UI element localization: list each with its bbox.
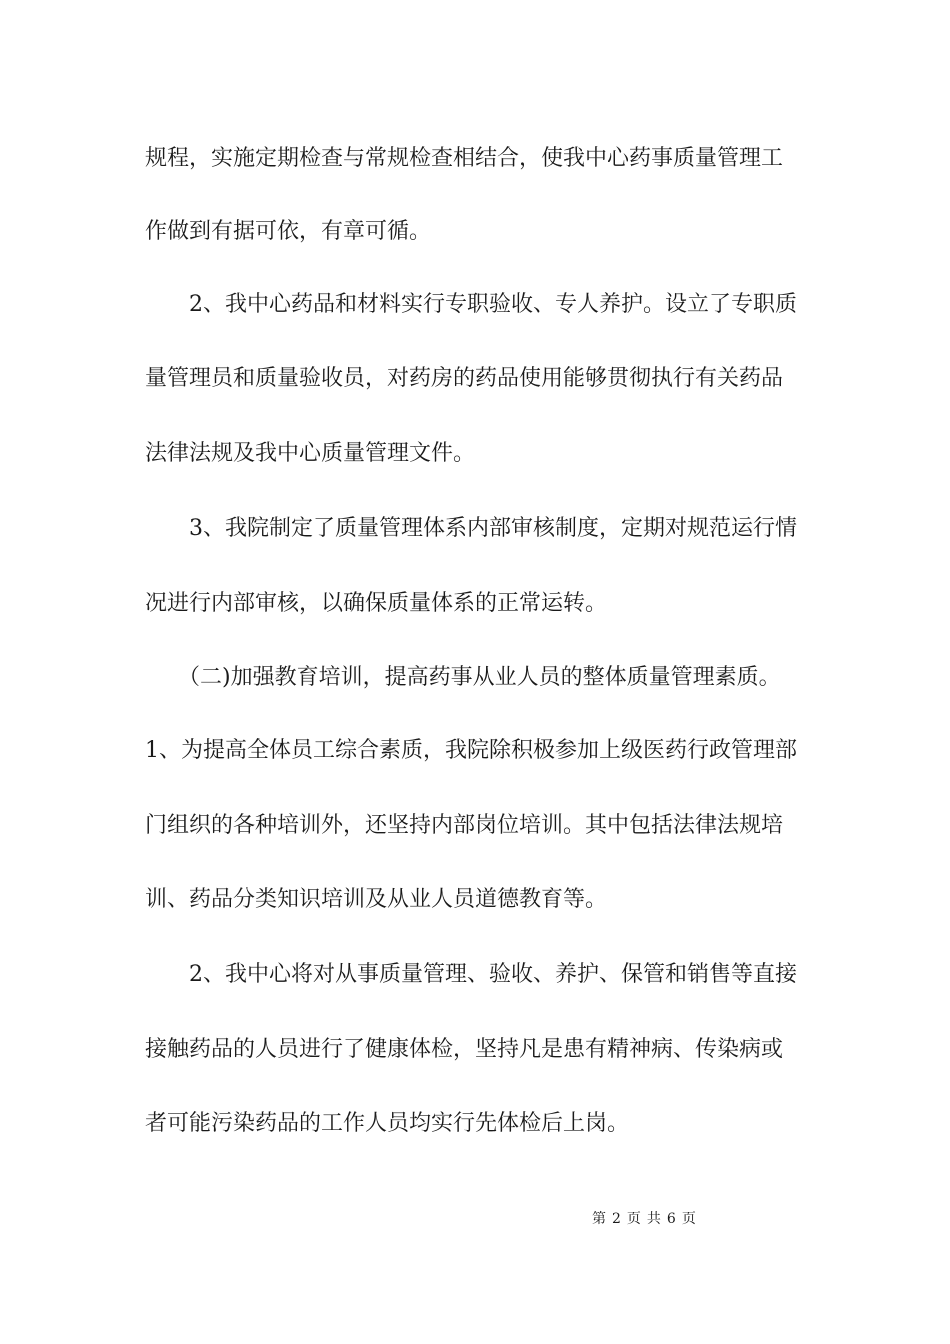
- text-line-13: 接触药品的人员进行了健康体检，坚持凡是患有精神病、传染病或: [145, 1037, 784, 1062]
- text-line-9: 1、为提高全体员工综合素质，我院除积极参加上级医药行政管理部: [145, 738, 797, 763]
- footer-page-word: 页: [626, 1211, 641, 1227]
- footer-suffix: 页: [681, 1211, 696, 1227]
- page-number-footer: [592, 1209, 696, 1229]
- footer-current-page: 2: [612, 1211, 621, 1227]
- text-line-1: 规程，实施定期检查与常规检查相结合，使我中心药事质量管理工: [145, 146, 784, 171]
- text-line-3: 2、我中心药品和材料实行专职验收、专人养护。设立了专职质: [189, 292, 797, 317]
- text-line-10: 门组织的各种培训外，还坚持内部岗位培训。其中包括法律法规培: [145, 813, 784, 838]
- text-line-8: （二)加强教育培训，提高药事从业人员的整体质量管理素质。: [178, 665, 781, 690]
- text-line-11: 训、药品分类知识培训及从业人员道德教育等。: [145, 887, 608, 912]
- text-line-12: 2、我中心将对从事质量管理、验收、养护、保管和销售等直接: [189, 962, 797, 987]
- footer-total-pages: 6: [666, 1211, 676, 1227]
- text-line-5: 法律法规及我中心质量管理文件。: [145, 441, 476, 466]
- text-line-2: 作做到有据可依，有章可循。: [145, 219, 432, 244]
- footer-prefix: 第: [592, 1211, 606, 1227]
- text-line-4: 量管理员和质量验收员，对药房的药品使用能够贯彻执行有关药品: [145, 366, 784, 391]
- footer-total-word: 共: [646, 1211, 661, 1227]
- text-line-6: 3、我院制定了质量管理体系内部审核制度，定期对规范运行情: [189, 516, 797, 541]
- text-line-7: 况进行内部审核，以确保质量体系的正常运转。: [145, 591, 608, 616]
- text-line-14: 者可能污染药品的工作人员均实行先体检后上岗。: [145, 1111, 630, 1136]
